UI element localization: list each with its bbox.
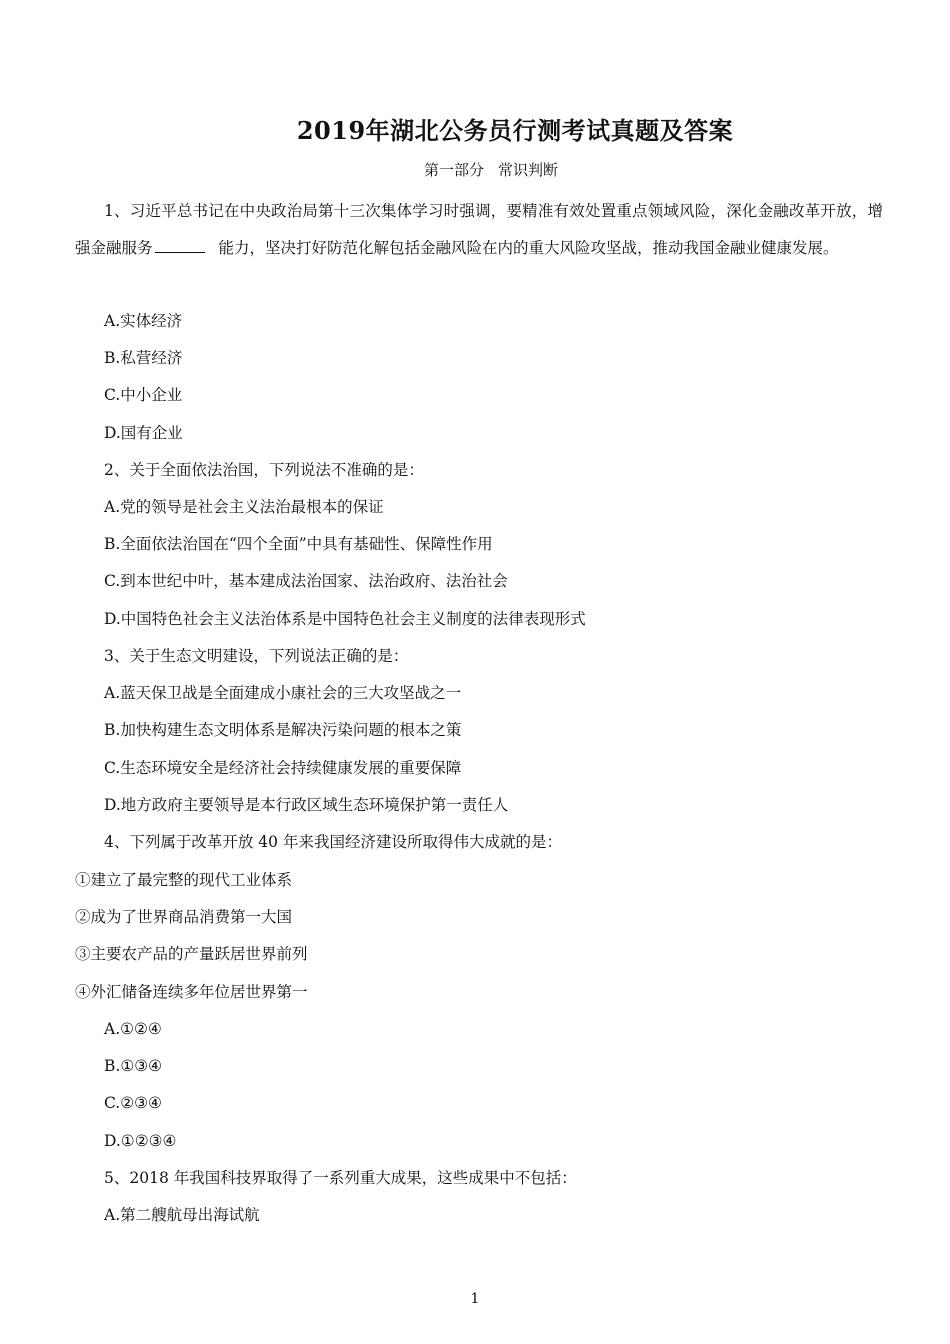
question-4-option-a: A.①②④: [104, 1020, 162, 1038]
question-2-option-c: C.到本世纪中叶，基本建成法治国家、法治政府、法治社会: [104, 572, 508, 590]
question-5-option-a: A.第二艘航母出海试航: [104, 1206, 260, 1224]
question-4-item-3: ③主要农产品的产量跃居世界前列: [75, 945, 308, 963]
question-1-option-c: C.中小企业: [104, 386, 183, 404]
question-3-option-a: A.蓝天保卫战是全面建成小康社会的三大攻坚战之一: [104, 684, 462, 702]
question-1-option-a: A.实体经济: [104, 312, 183, 330]
question-3-text: 3、关于生态文明建设，下列说法正确的是：: [104, 647, 409, 665]
question-3-option-b: B.加快构建生态文明体系是解决污染问题的根本之策: [104, 721, 462, 739]
section-part: 第一部分: [423, 161, 484, 179]
question-2-option-b: B.全面依法治国在“四个全面”中具有基础性、保障性作用: [104, 535, 493, 553]
question-4-item-2: ②成为了世界商品消费第一大国: [75, 908, 293, 926]
question-4-item-1: ①建立了最完整的现代工业体系: [75, 871, 293, 889]
question-4-item-4: ④外汇储备连续多年位居世界第一: [75, 983, 308, 1001]
question-4-text: 4、下列属于改革开放 40 年来我国经济建设所取得伟大成就的是：: [104, 833, 562, 851]
document-title: 2019年湖北公务员行测考试真题及答案: [296, 116, 734, 145]
question-3-option-d: D.地方政府主要领导是本行政区域生态环境保护第一责任人: [104, 796, 509, 814]
question-3-option-c: C.生态环境安全是经济社会持续健康发展的重要保障: [104, 759, 462, 777]
section-heading: [0, 159, 950, 181]
question-1-stem: 1、习近平总书记在中央政治局第十三次集体学习时强调，要精准有效处置重点领域风险，深化金融改革开放，增强金融服务: [75, 202, 883, 257]
question-2-text: 2、关于全面依法治国，下列说法不准确的是：: [104, 461, 424, 479]
section-name: 常识判断: [498, 161, 559, 179]
question-4-option-d: D.①②③④: [104, 1132, 177, 1150]
question-1-option-b: B.私营经济: [104, 349, 183, 367]
answer-blank: [155, 238, 205, 253]
question-4-option-b: B.①③④: [104, 1057, 163, 1075]
question-5-text: 5、2018 年我国科技界取得了一系列重大成果，这些成果中不包括：: [104, 1169, 577, 1187]
question-4-option-c: C.②③④: [104, 1094, 162, 1112]
question-1-text: [75, 193, 883, 267]
question-2-option-d: D.中国特色社会主义法治体系是中国特色社会主义制度的法律表现形式: [104, 610, 586, 628]
page-number: 1: [470, 1291, 480, 1307]
question-2-option-a: A.党的领导是社会主义法治最根本的保证: [104, 498, 384, 516]
question-1-stem-end: 能力，坚决打好防范化解包括金融风险在内的重大风险攻坚战，推动我国金融业健康发展。: [218, 239, 839, 257]
question-1-option-d: D.国有企业: [104, 424, 183, 442]
